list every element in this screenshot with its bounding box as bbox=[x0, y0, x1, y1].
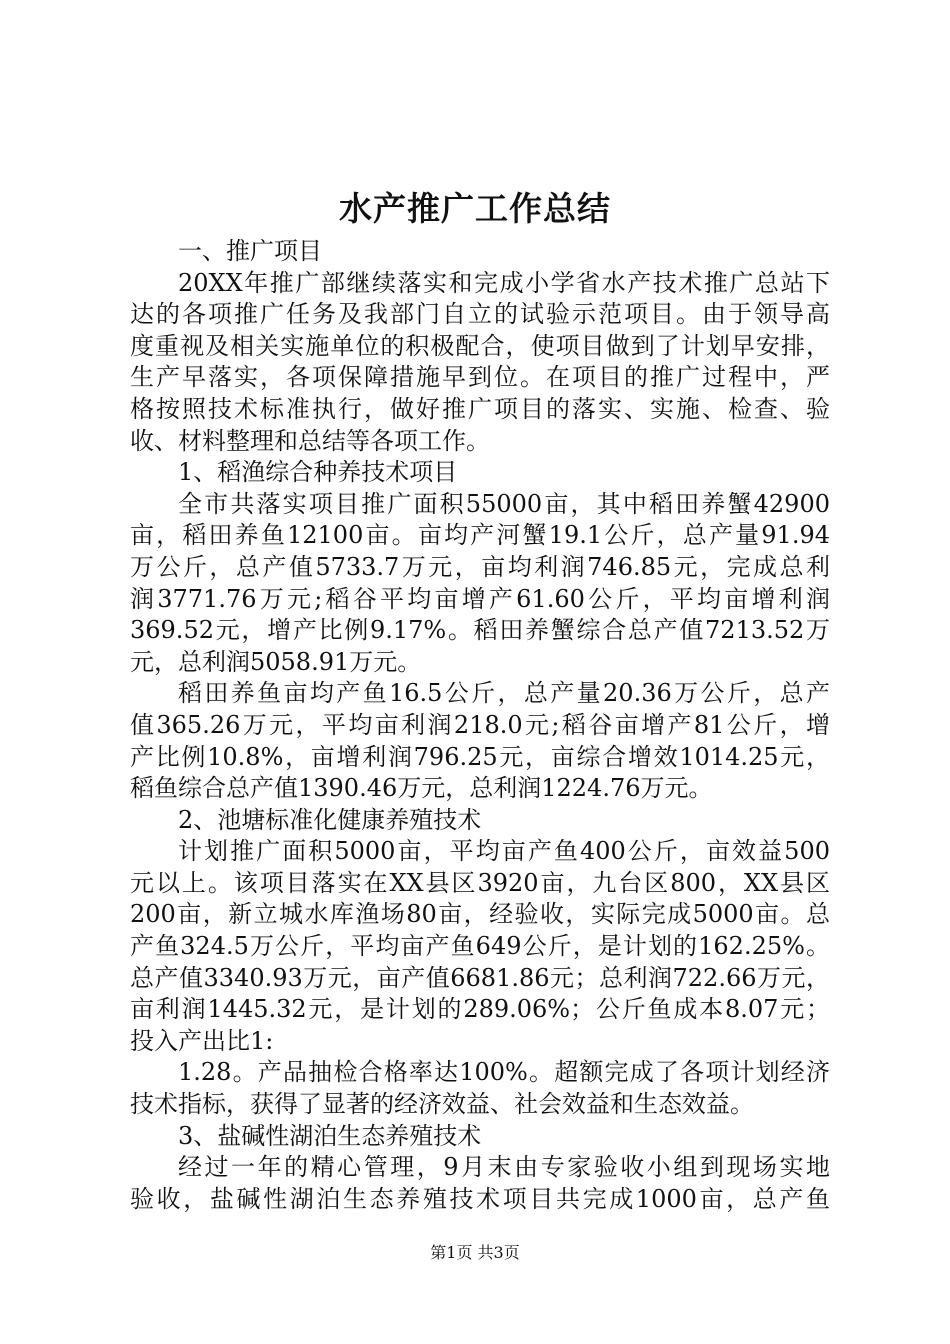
subsection-heading: 3、盐碱性湖泊生态养殖技术 bbox=[178, 1121, 482, 1150]
paragraph-line: 369.52元，增产比例9.17%。稻田养蟹综合总产值7213.52万 bbox=[130, 616, 830, 645]
paragraph-line: 元，总利润5058.91万元。 bbox=[130, 647, 422, 676]
paragraph-line: 亩，稻田养鱼12100亩。亩均产河蟹19.1公斤，总产量91.94 bbox=[130, 521, 830, 550]
document-title: 水产推广工作总结 bbox=[339, 189, 611, 228]
paragraph-line: 格按照技术标准执行，做好推广项目的落实、实施、检查、验 bbox=[130, 394, 830, 423]
paragraph-line: 技术指标，获得了显著的经济效益、社会效益和生态效益。 bbox=[130, 1090, 754, 1119]
subsection-heading: 1、稻渔综合种养技术项目 bbox=[178, 458, 458, 487]
paragraph-line: 200亩，新立城水库渔场80亩，经验收，实际完成5000亩。总 bbox=[130, 900, 830, 929]
paragraph-line: 20XX年推广部继续落实和完成小学省水产技术推广总站下 bbox=[178, 268, 830, 297]
paragraph-line: 全市共落实项目推广面积55000亩，其中稻田养蟹42900 bbox=[178, 489, 830, 518]
paragraph-line: 1.28。产品抽检合格率达100%。超额完成了各项计划经济 bbox=[178, 1058, 830, 1087]
paragraph-line: 润3771.76万元;稻谷平均亩增产61.60公斤，平均亩增利润 bbox=[130, 584, 830, 613]
section-heading: 一、推广项目 bbox=[178, 237, 322, 265]
paragraph-line: 万公斤，总产值5733.7万元，亩均利润746.85元，完成总利 bbox=[130, 552, 830, 581]
paragraph-line: 计划推广面积5000亩，平均亩产鱼400公斤，亩效益500 bbox=[178, 837, 830, 866]
paragraph-line: 总产值3340.93万元，亩产值6681.86元；总利润722.66万元， bbox=[130, 963, 830, 992]
paragraph-line: 元以上。该项目落实在XX县区3920亩，九台区800，XX县区 bbox=[130, 868, 830, 897]
page-footer: 第1页 共3页 bbox=[430, 1243, 520, 1262]
paragraph-line: 度重视及相关实施单位的积极配合，使项目做到了计划早安排， bbox=[130, 331, 830, 360]
paragraph-line: 经过一年的精心管理，9月末由专家验收小组到现场实地 bbox=[178, 1153, 830, 1182]
paragraph-line: 稻鱼综合总产值1390.46万元，总利润1224.76万元。 bbox=[130, 774, 713, 803]
document-body bbox=[130, 236, 830, 1215]
paragraph-line: 投入产出比1: bbox=[130, 1026, 274, 1055]
subsection-heading: 2、池塘标准化健康养殖技术 bbox=[178, 805, 482, 834]
paragraph-line: 值365.26万元，平均亩利润218.0元;稻谷亩增产81公斤，增 bbox=[130, 710, 830, 739]
paragraph-line: 验收，盐碱性湖泊生态养殖技术项目共完成1000亩，总产鱼 bbox=[130, 1184, 830, 1213]
paragraph-line: 产比例10.8%，亩增利润796.25元，亩综合增效1014.25元， bbox=[130, 742, 830, 771]
paragraph-line: 收、材料整理和总结等各项工作。 bbox=[130, 426, 490, 455]
paragraph-line: 亩利润1445.32元，是计划的289.06%；公斤鱼成本8.07元； bbox=[130, 995, 830, 1024]
paragraph-line: 达的各项推广任务及我部门自立的试验示范项目。由于领导高 bbox=[130, 300, 830, 329]
paragraph-line: 产鱼324.5万公斤，平均亩产鱼649公斤，是计划的162.25%。 bbox=[130, 932, 830, 961]
paragraph-line: 生产早落实，各项保障措施早到位。在项目的推广过程中，严 bbox=[130, 363, 830, 392]
paragraph-line: 稻田养鱼亩均产鱼16.5公斤，总产量20.36万公斤，总产 bbox=[178, 679, 830, 708]
